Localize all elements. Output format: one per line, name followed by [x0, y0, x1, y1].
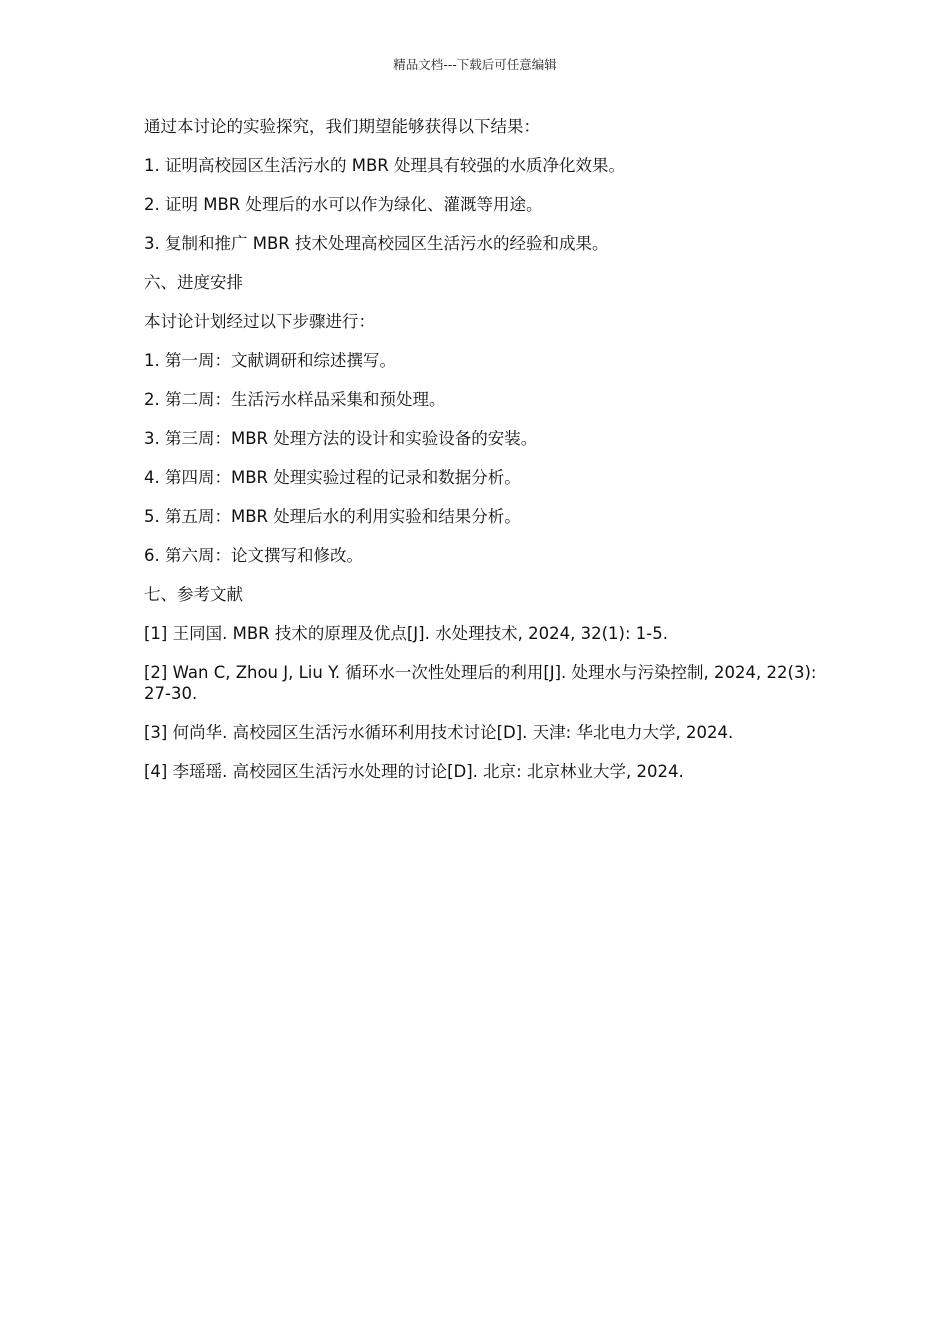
document-body — [144, 116, 824, 800]
reference-item: [2] Wan C, Zhou J, Liu Y. 循环水一次性处理后的利用[J]. 处理水与污染控制, 2024, 22(3): 27-30. — [144, 663, 817, 703]
result-item: 3. 复制和推广 MBR 技术处理高校园区生活污水的经验和成果。 — [144, 234, 609, 253]
section-heading-references: 七、参考文献 — [144, 585, 243, 604]
schedule-step: 4. 第四周：MBR 处理实验过程的记录和数据分析。 — [144, 468, 521, 487]
reference-item: [4] 李瑶瑶. 高校园区生活污水处理的讨论[D]. 北京: 北京林业大学, 2024. — [144, 762, 684, 781]
schedule-step: 6. 第六周：论文撰写和修改。 — [144, 546, 363, 565]
schedule-step: 3. 第三周：MBR 处理方法的设计和实验设备的安装。 — [144, 429, 538, 448]
reference-item: [3] 何尚华. 高校园区生活污水循环利用技术讨论[D]. 天津: 华北电力大学, 2024. — [144, 723, 734, 742]
schedule-intro: 本讨论计划经过以下步骤进行： — [144, 312, 375, 331]
schedule-step: 1. 第一周：文献调研和综述撰写。 — [144, 351, 396, 370]
section-heading-schedule: 六、进度安排 — [144, 273, 243, 292]
page-header: 精品文档---下载后可任意编辑 — [393, 57, 557, 72]
schedule-step: 5. 第五周：MBR 处理后水的利用实验和结果分析。 — [144, 507, 521, 526]
results-intro: 通过本讨论的实验探究，我们期望能够获得以下结果： — [144, 117, 540, 136]
reference-item: [1] 王同国. MBR 技术的原理及优点[J]. 水处理技术, 2024, 32(1): 1-5. — [144, 624, 668, 643]
reference-list — [144, 623, 824, 782]
result-item: 1. 证明高校园区生活污水的 MBR 处理具有较强的水质净化效果。 — [144, 156, 625, 175]
schedule-step: 2. 第二周：生活污水样品采集和预处理。 — [144, 390, 446, 409]
result-item: 2. 证明 MBR 处理后的水可以作为绿化、灌溉等用途。 — [144, 195, 543, 214]
